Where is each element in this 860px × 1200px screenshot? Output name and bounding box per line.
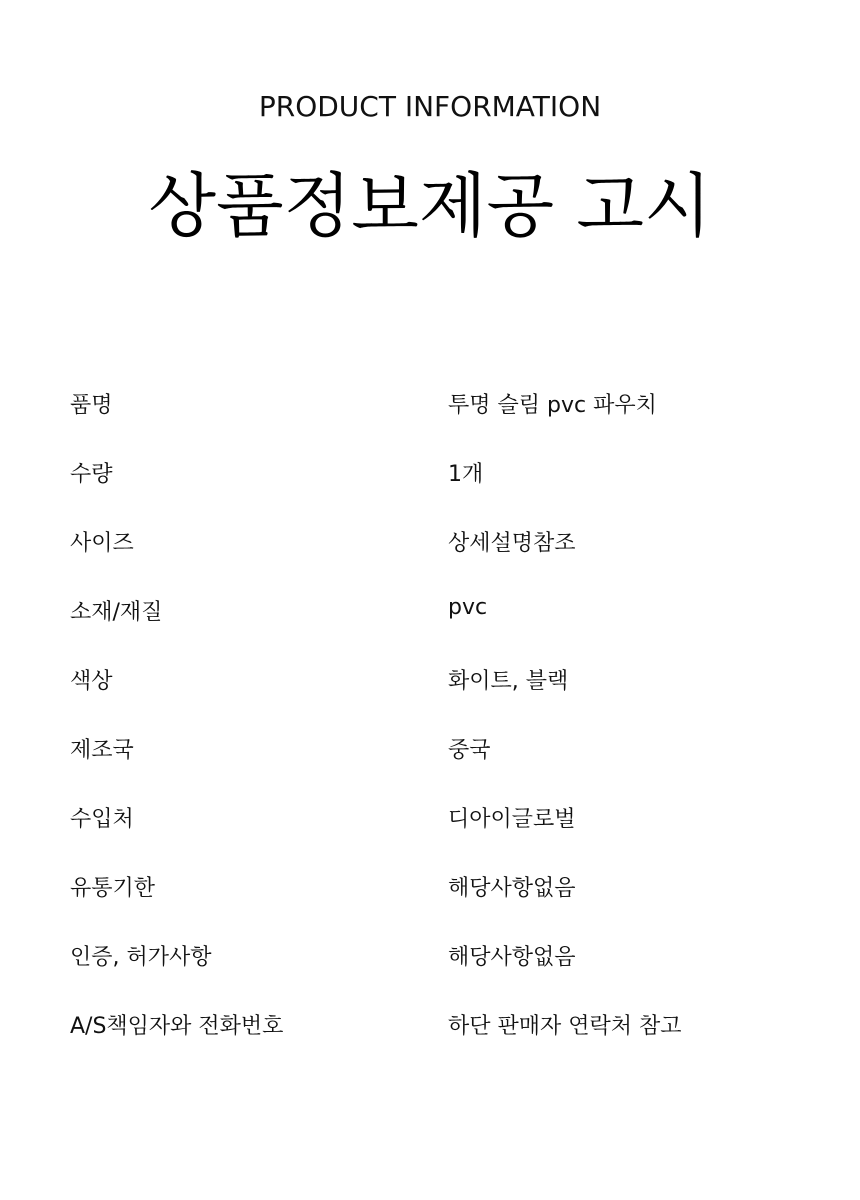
info-value: 상세설명참조 <box>448 531 576 556</box>
info-row-material <box>70 595 830 664</box>
info-label: 품명 <box>70 393 113 418</box>
info-label: 제조국 <box>70 738 134 763</box>
info-label: 색상 <box>70 669 113 694</box>
info-row-color <box>70 664 830 733</box>
info-row-size <box>70 526 830 595</box>
info-value: 중국 <box>448 738 491 763</box>
info-row-product-name <box>70 388 830 457</box>
info-label: 인증, 허가사항 <box>70 945 212 970</box>
info-label: 수량 <box>70 462 113 487</box>
info-row-as-contact <box>70 1009 830 1078</box>
info-value: 투명 슬림 pvc 파우치 <box>448 393 657 418</box>
info-row-quantity <box>70 457 830 526</box>
info-row-certification <box>70 940 830 1009</box>
info-row-expiry <box>70 871 830 940</box>
page-title: 상품정보제공 고시 <box>148 165 712 247</box>
product-info-table <box>70 388 830 1078</box>
page-subtitle: PRODUCT INFORMATION <box>258 90 602 123</box>
info-value: 하단 판매자 연락처 참고 <box>448 1014 682 1039</box>
info-label: 소재/재질 <box>70 600 163 625</box>
info-value: 디아이글로벌 <box>448 807 576 832</box>
info-value: 해당사항없음 <box>448 945 576 970</box>
info-value: 해당사항없음 <box>448 876 576 901</box>
info-value: 화이트, 블랙 <box>448 669 569 694</box>
info-label: A/S책임자와 전화번호 <box>70 1014 284 1039</box>
info-label: 수입처 <box>70 807 134 832</box>
info-label: 유통기한 <box>70 876 156 901</box>
info-row-country <box>70 733 830 802</box>
info-row-importer <box>70 802 830 871</box>
info-label: 사이즈 <box>70 531 134 556</box>
info-value: pvc <box>448 595 488 620</box>
info-value: 1개 <box>448 462 484 487</box>
